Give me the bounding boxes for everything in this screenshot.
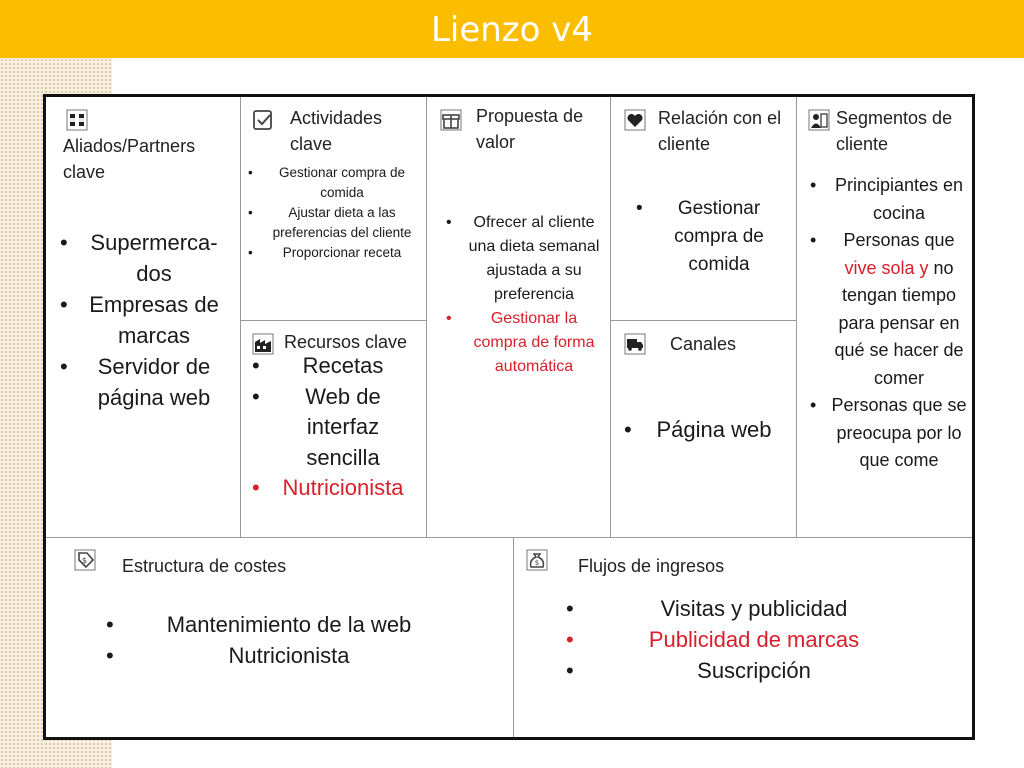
list-item: • Personas que se preocupa por lo que come	[810, 392, 972, 475]
divider	[240, 320, 426, 321]
customer-segments-icon	[808, 109, 830, 131]
customer-segments-list	[810, 172, 972, 475]
divider	[426, 97, 427, 537]
activities-icon	[252, 109, 274, 131]
list-item: • Principiantes en cocina	[810, 172, 972, 227]
key-resources-title: Recursos clave	[284, 332, 408, 352]
list-item-highlight: • Gestionar la compra de forma automática	[446, 307, 606, 379]
divider	[513, 537, 514, 737]
list-item-highlight: • Nutricionista	[252, 473, 418, 504]
divider	[610, 320, 796, 321]
channels-title: Canales	[670, 334, 737, 354]
list-item: • Recetas	[252, 351, 418, 382]
list-item: • Servidor de página web	[60, 351, 232, 413]
revenue-streams-list	[566, 593, 926, 686]
svg-text:$: $	[534, 559, 540, 567]
business-model-canvas	[43, 94, 975, 740]
gift-icon	[440, 109, 462, 131]
list-item: • Visitas y publicidad	[566, 593, 926, 624]
list-item: • Ajustar dieta a las preferencias del cliente	[248, 203, 420, 243]
revenue-streams-title: Flujos de ingresos	[578, 556, 725, 576]
divider	[796, 97, 797, 537]
list-item: • Gestionar compra de comida	[636, 195, 786, 279]
customer-segments-title: Segmentos de cliente	[836, 108, 953, 154]
divider	[610, 97, 611, 537]
customer-relationships-list	[636, 195, 786, 279]
list-item: • Empresas de marcas	[60, 289, 232, 351]
divider	[46, 537, 972, 538]
list-item: • Suscripción	[566, 655, 926, 686]
money-bag-icon	[526, 549, 548, 571]
key-partners-title: Aliados/Partners clave	[63, 136, 196, 182]
segment-highlight: vive sola y	[844, 257, 929, 278]
heart-icon	[624, 109, 646, 131]
list-item: • Gestionar compra de comida	[248, 163, 420, 203]
truck-icon	[624, 333, 646, 355]
cost-tag-icon	[74, 549, 96, 571]
list-item-highlight: • Publicidad de marcas	[566, 624, 926, 655]
channels-list	[624, 415, 788, 445]
list-item: • Mantenimiento de la web	[106, 609, 456, 640]
list-item: • Página web	[624, 415, 788, 445]
list-item: • Web de interfaz sencilla	[252, 382, 418, 474]
list-item: • Proporcionar receta	[248, 243, 420, 263]
customer-relationships-title: Relación con el cliente	[658, 108, 782, 154]
key-partners-list	[60, 227, 232, 413]
key-resources-list	[252, 351, 418, 504]
list-item: • Nutricionista	[106, 640, 456, 671]
slide-title: Lienzo v4	[430, 10, 594, 50]
value-proposition-title: Propuesta de valor	[476, 106, 584, 152]
key-activities-list	[248, 163, 420, 263]
cost-structure-title: Estructura de costes	[122, 556, 287, 576]
value-proposition-list	[446, 211, 606, 379]
svg-text:$: $	[81, 556, 88, 565]
segment-text: Personas que	[843, 230, 955, 250]
list-item: • Ofrecer al cliente una dieta semanal ajustada a su preferencia	[446, 211, 606, 307]
list-item	[810, 227, 972, 392]
divider	[240, 97, 241, 537]
segment-text: no tengan tiempo para pensar en qué se hacer de comer	[834, 257, 964, 388]
cost-structure-list	[106, 609, 456, 671]
key-activities-title: Actividades clave	[290, 108, 383, 154]
partners-icon	[66, 109, 88, 131]
list-item: • Supermerca-dos	[60, 227, 232, 289]
